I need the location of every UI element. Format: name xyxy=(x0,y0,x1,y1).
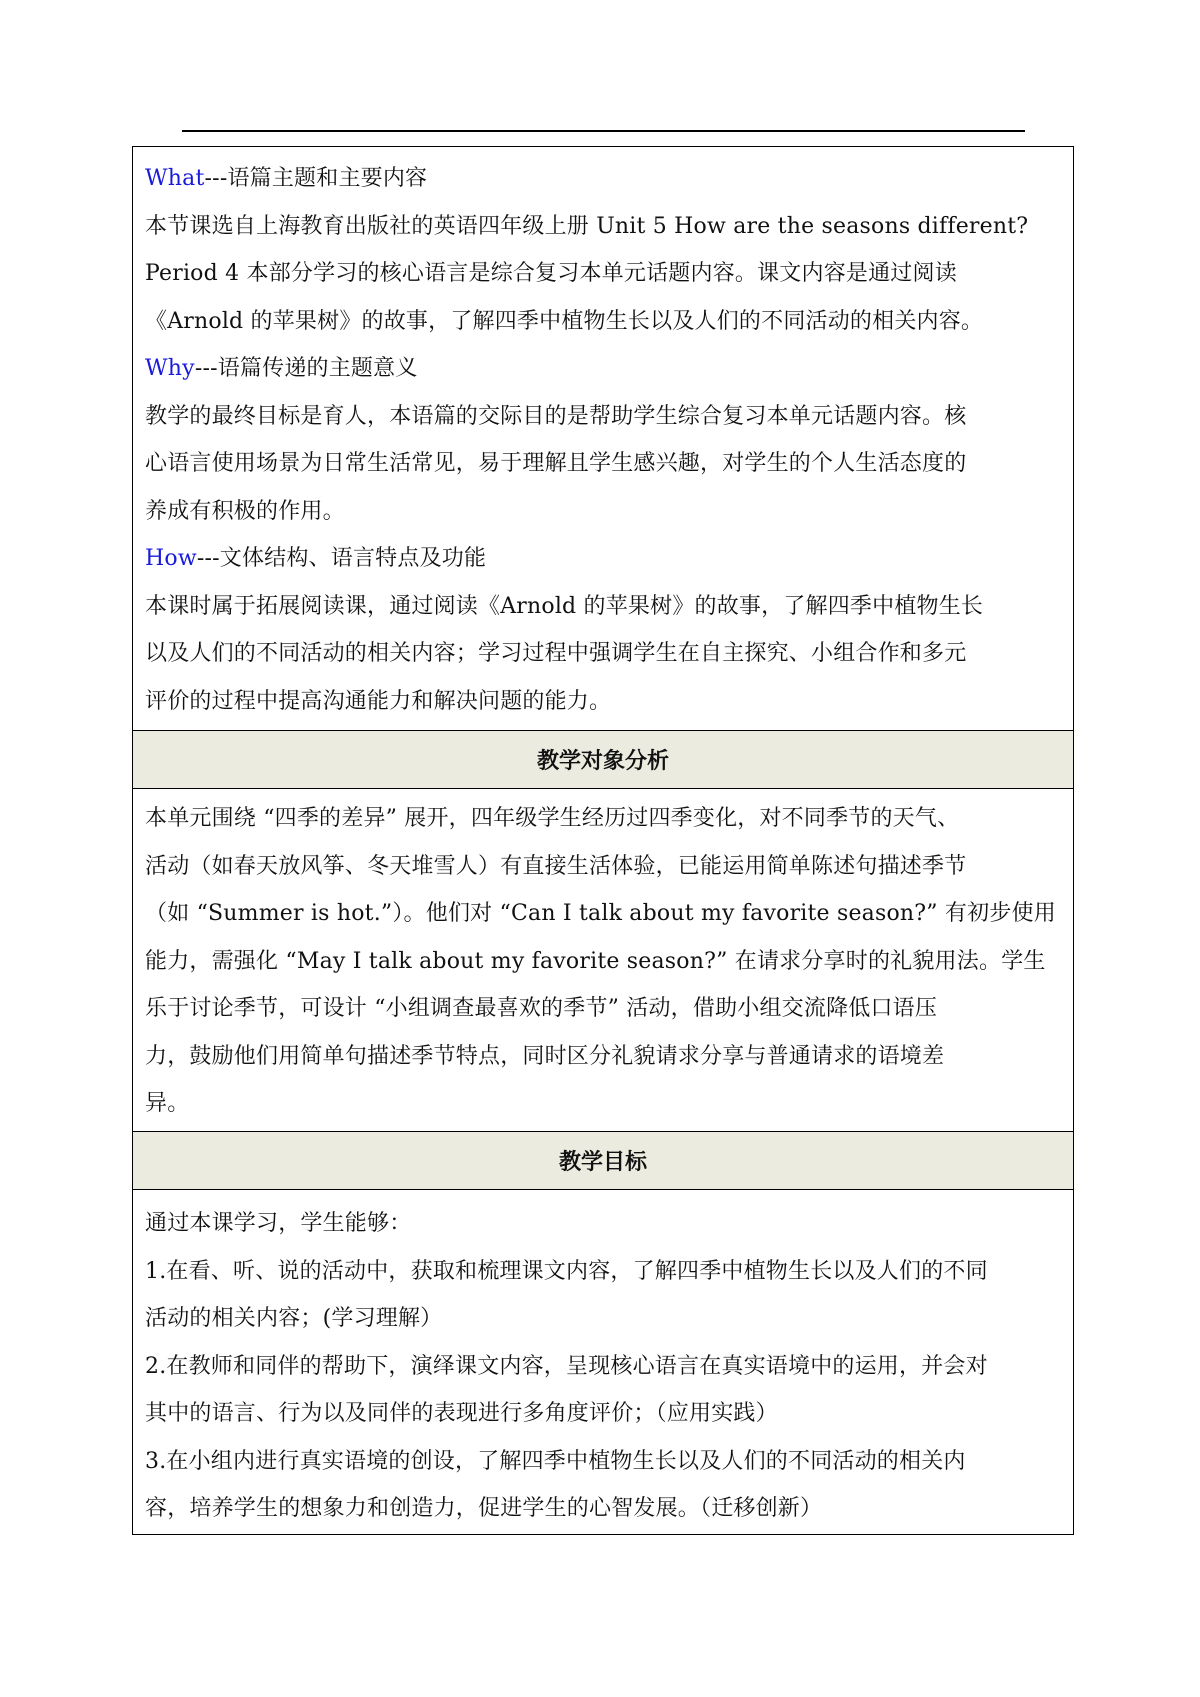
what-heading-text: ---语篇主题和主要内容 xyxy=(204,166,428,191)
page-header-rule xyxy=(182,130,1025,132)
analysis-line: 活动（如春天放风筝、冬天堆雪人）有直接生活体验，已能运用简单陈述句描述季节 xyxy=(145,853,967,879)
how-line: 评价的过程中提高沟通能力和解决问题的能力。 xyxy=(145,688,612,714)
student-analysis-header: 教学对象分析 xyxy=(133,731,1073,789)
analysis-line: 力，鼓励他们用简单句描述季节特点，同时区分礼貌请求分享与普通请求的语境差 xyxy=(145,1043,945,1069)
teaching-goals-header: 教学目标 xyxy=(133,1132,1073,1190)
how-line: 以及人们的不同活动的相关内容；学习过程中强调学生在自主探究、小组合作和多元 xyxy=(145,641,967,666)
what-keyword: What xyxy=(145,166,205,191)
how-heading-text: ---文体结构、语言特点及功能 xyxy=(196,546,487,571)
how-keyword: How xyxy=(145,546,197,571)
what-line: 本节课选自上海教育出版社的英语四年级上册 Unit 5 How are the seasons different? xyxy=(145,213,1029,239)
text-analysis-cell xyxy=(133,147,1073,731)
why-heading xyxy=(145,345,1061,393)
what-heading xyxy=(145,155,1061,203)
goal-line: 3.在小组内进行真实语境的创设，了解四季中植物生长以及人们的不同活动的相关内 xyxy=(145,1448,966,1474)
goal-line: 活动的相关内容；(学习理解） xyxy=(145,1306,443,1331)
analysis-line: 能力，需强化 “May I talk about my favorite season?” 在请求分享时的礼貌用法。学生 xyxy=(145,948,1046,974)
what-line: 《Arnold 的苹果树》的故事，了解四季中植物生长以及人们的不同活动的相关内容。 xyxy=(145,308,984,334)
student-analysis-cell xyxy=(133,789,1073,1132)
teaching-goals-cell xyxy=(133,1190,1073,1534)
lesson-plan-table xyxy=(132,146,1074,1535)
analysis-line: 异。 xyxy=(145,1091,190,1116)
analysis-line: 乐于讨论季节，可设计 “小组调查最喜欢的季节” 活动，借助小组交流降低口语压 xyxy=(145,996,938,1021)
goal-line: 其中的语言、行为以及同伴的表现进行多角度评价；（应用实践） xyxy=(145,1401,778,1426)
what-line: Period 4 本部分学习的核心语言是综合复习本单元话题内容。课文内容是通过阅读 xyxy=(145,261,957,286)
why-heading-text: ---语篇传递的主题意义 xyxy=(194,356,418,381)
goal-line: 通过本课学习，学生能够： xyxy=(145,1211,412,1236)
why-line: 心语言使用场景为日常生活常见，易于理解且学生感兴趣，对学生的个人生活态度的 xyxy=(145,451,967,476)
why-line: 养成有积极的作用。 xyxy=(145,498,345,524)
analysis-line: 本单元围绕 “四季的差异” 展开，四年级学生经历过四季变化，对不同季节的天气、 xyxy=(145,806,960,831)
goal-line: 容，培养学生的想象力和创造力，促进学生的心智发展。（迁移创新） xyxy=(145,1496,823,1521)
analysis-line: （如 “Summer is hot.”）。他们对 “Can I talk about my favorite season?” 有初步使用 xyxy=(145,901,1056,926)
goal-line: 2.在教师和同伴的帮助下，演绎课文内容，呈现核心语言在真实语境中的运用，并会对 xyxy=(145,1353,988,1379)
how-heading xyxy=(145,535,1061,583)
how-line: 本课时属于拓展阅读课，通过阅读《Arnold 的苹果树》的故事，了解四季中植物生长 xyxy=(145,593,984,619)
why-line: 教学的最终目标是育人，本语篇的交际目的是帮助学生综合复习本单元话题内容。核 xyxy=(145,403,967,429)
goal-line: 1.在看、听、说的活动中，获取和梳理课文内容，了解四季中植物生长以及人们的不同 xyxy=(145,1258,988,1284)
why-keyword: Why xyxy=(145,356,195,381)
